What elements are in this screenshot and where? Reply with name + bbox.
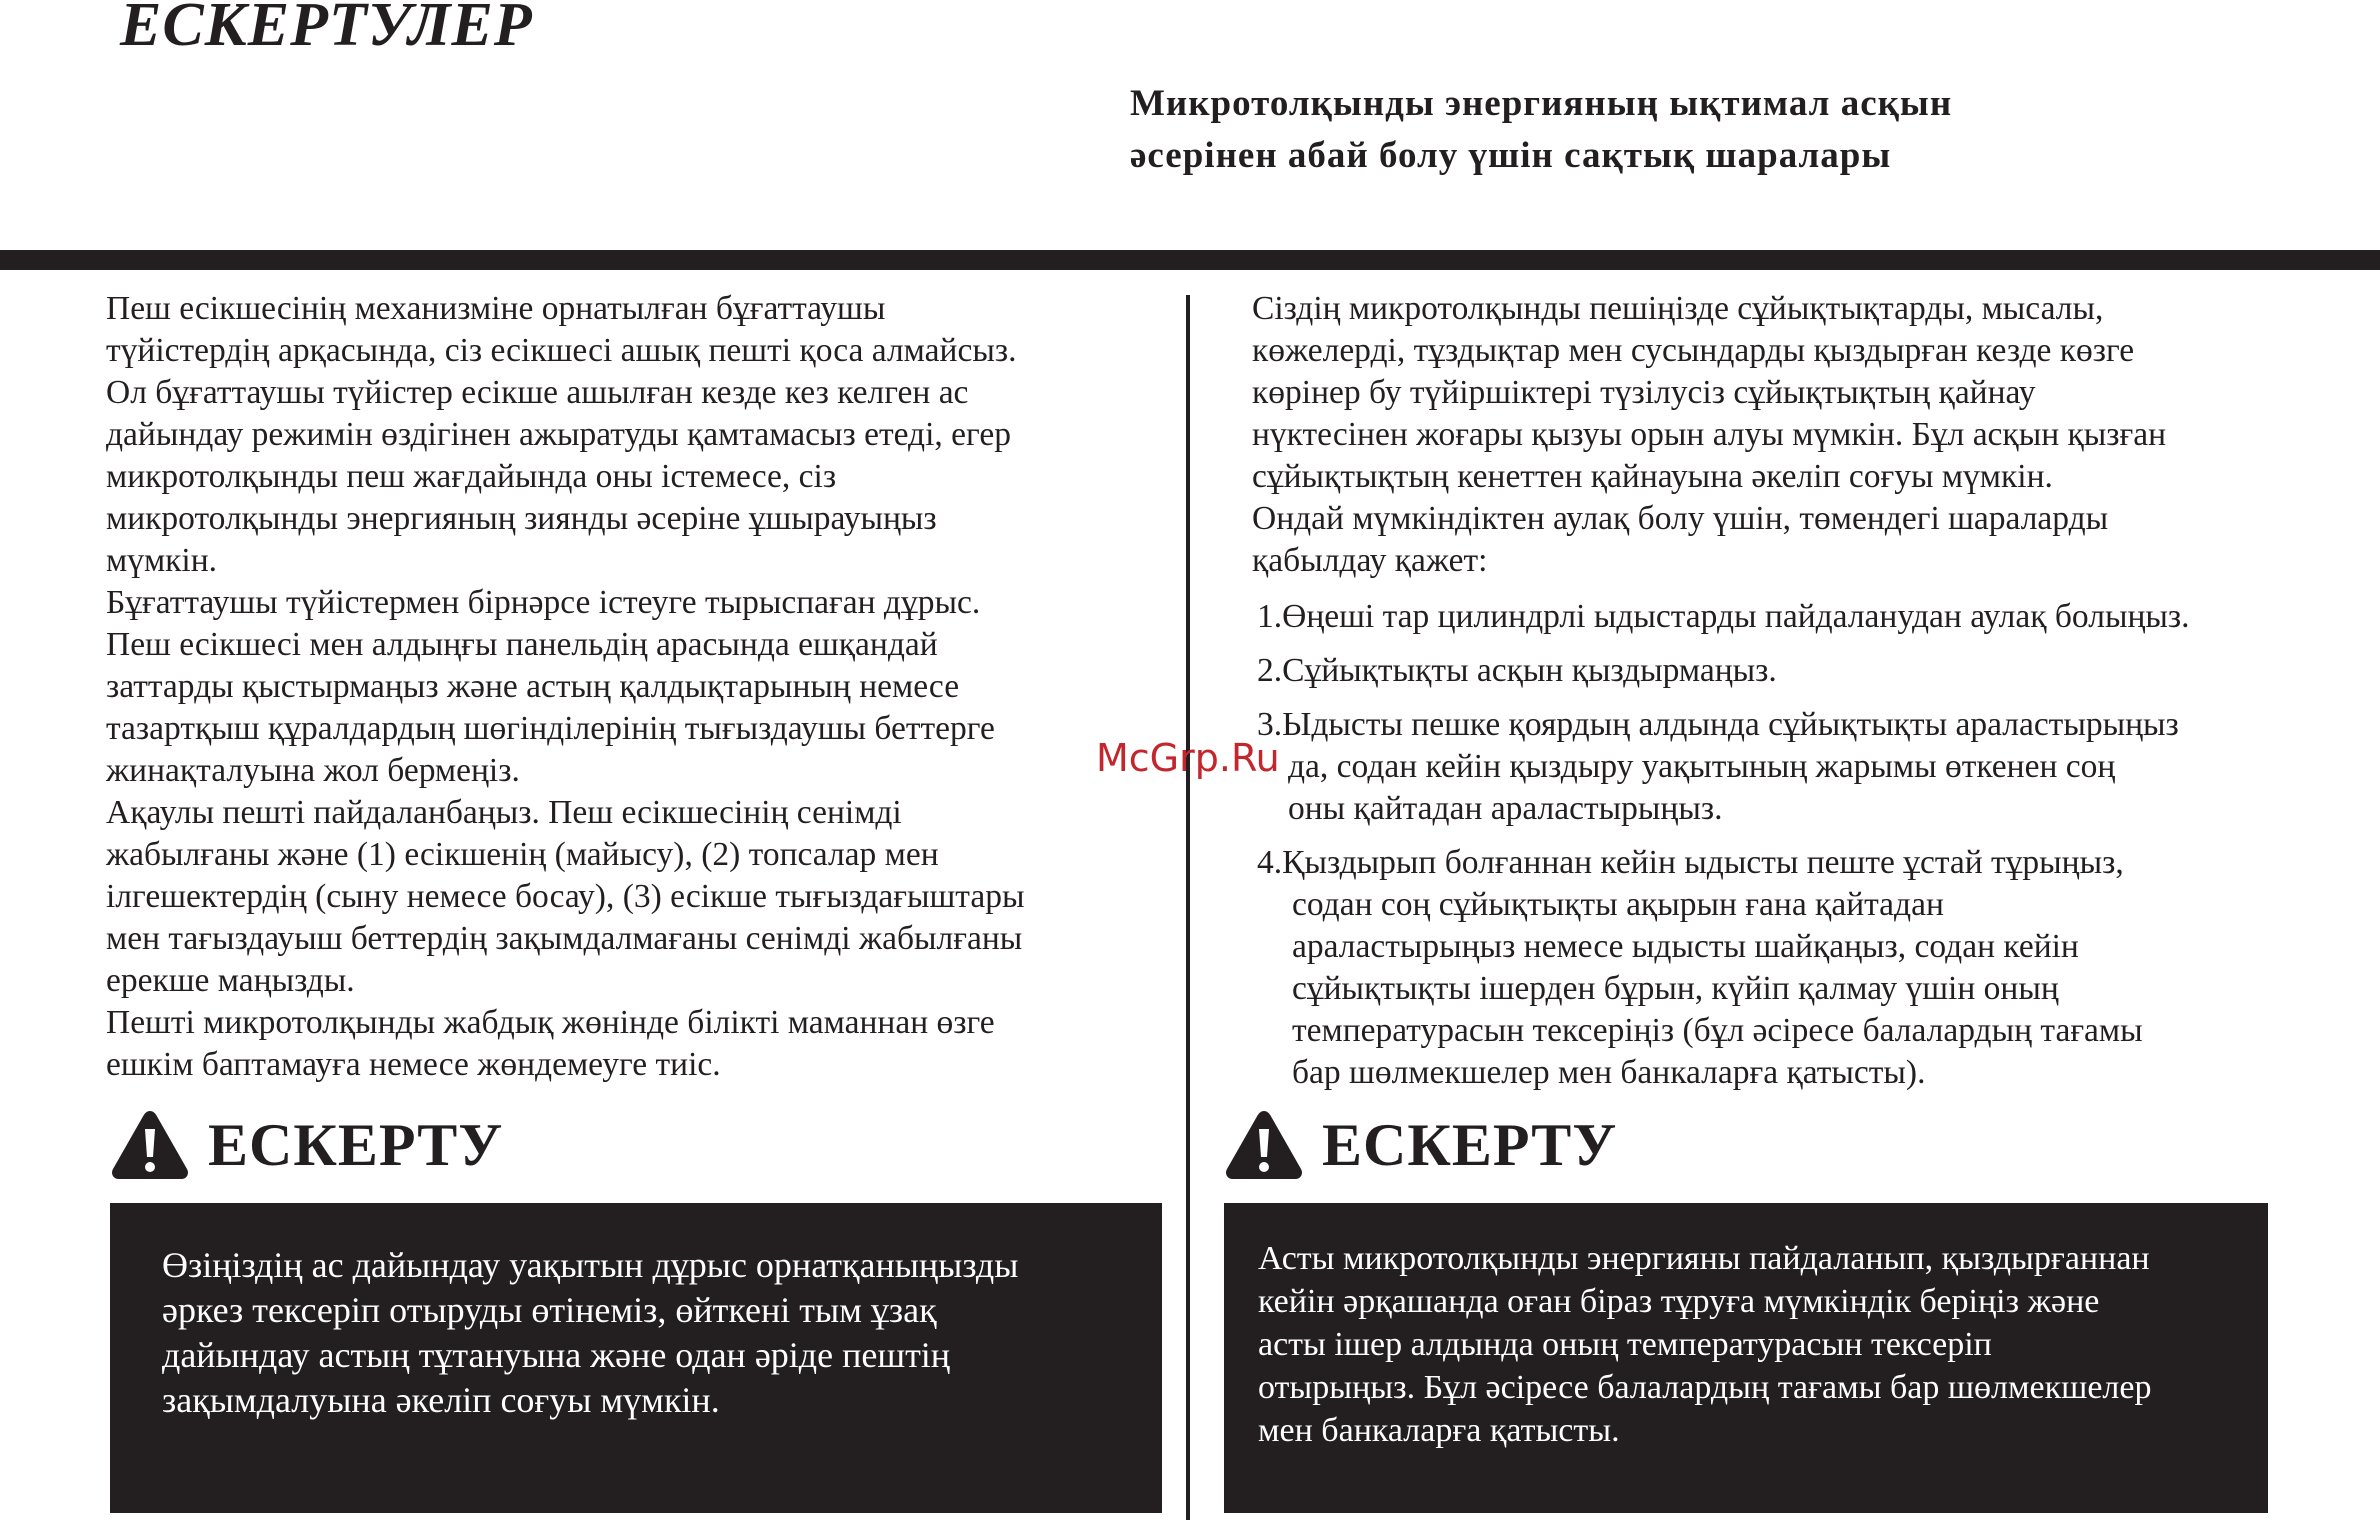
warning-line: әркез тексеріп отыруды өтінеміз, өйткені тым ұзақ: [162, 1290, 937, 1330]
warning-line: кейін әрқашанда оған біраз тұруға мүмкіндік беріңіз және: [1258, 1283, 2100, 1320]
text-line: нүктесінен жоғары қызуы орын алуы мүмкін. Бұл асқын қызған: [1252, 416, 2167, 453]
warning-triangle-icon: [1224, 1109, 1304, 1181]
text-line: мүмкін.: [106, 542, 218, 579]
subtitle-line: әсерінен абай болу үшін сақтық шаралары: [1130, 135, 1892, 176]
warning-triangle-icon: [110, 1109, 190, 1181]
list-line: 1.Өңеші тар цилиндрлі ыдыстарды пайдаланудан аулақ болыңыз.: [1257, 598, 2190, 635]
list-line: температурасын тексеріңіз (бұл әсіресе балалардың тағамы: [1292, 1012, 2143, 1049]
warning-title: ЕСКЕРТУ: [1322, 1111, 1618, 1178]
list-line: оны қайтадан араластырыңыз.: [1288, 790, 1723, 827]
text-line: Сіздің микротолқынды пешіңізде сұйықтықтарды, мысалы,: [1252, 290, 2104, 327]
warning-line: Асты микротолқынды энергияны пайдаланып, қыздырғаннан: [1258, 1240, 2150, 1277]
text-line: Пеш есікшесі мен алдыңғы панельдің арасында ешқандай: [106, 626, 938, 663]
warning-line: дайындау астың тұтануына және одан әріде пештің: [162, 1335, 951, 1375]
text-line: жинақталуына жол бермеңіз.: [106, 752, 520, 789]
text-line: заттарды қыстырмаңыз және астың қалдықтарының немесе: [106, 668, 960, 705]
list-line: сұйықтықты ішерден бұрын, күйіп қалмау үшін оның: [1292, 970, 2059, 1007]
warning-line: отырыңыз. Бұл әсіресе балалардың тағамы бар шөлмекшелер: [1258, 1369, 2152, 1406]
text-line: Ақаулы пешті пайдаланбаңыз. Пеш есікшесінің сенімді: [106, 794, 902, 831]
column-divider: [1186, 295, 1190, 1520]
text-line: Ол бұғаттаушы түйістер есікше ашылған кезде кез келген ас: [106, 374, 969, 411]
warning-heading-right: [1224, 1102, 1617, 1188]
text-line: қабылдау қажет:: [1252, 542, 1488, 579]
text-line: тазартқыш құралдардың шөгінділерінің тығыздаушы беттерге: [106, 710, 995, 747]
page-subtitle: [1130, 78, 2310, 182]
warning-title: ЕСКЕРТУ: [208, 1111, 504, 1178]
list-line: бар шөлмекшелер мен банкаларға қатысты).: [1292, 1054, 1926, 1091]
list-line: да, содан кейін қыздыру уақытының жарымы өткенен соң: [1288, 748, 2116, 785]
text-line: Ондай мүмкіндіктен аулақ болу үшін, төмендегі шараларды: [1252, 500, 2109, 537]
list-line: араластырыңыз немесе ыдысты шайқаңыз, содан кейін: [1292, 928, 2079, 965]
watermark: McGrp.Ru: [1096, 736, 1280, 780]
text-line: Бұғаттаушы түйістермен бірнәрсе істеуге тырыспаған дұрыс.: [106, 584, 981, 621]
text-line: көрінер бу түйіршіктері түзілусіз сұйықтықтың қайнау: [1252, 374, 2036, 411]
text-line: мен тағыздауыш беттердің зақымдалмағаны сенімді жабылғаны: [106, 920, 1023, 957]
left-column: [106, 288, 1181, 1086]
text-line: жабылғаны және (1) есікшенің (майысу), (2) топсалар мен: [106, 836, 939, 873]
warning-heading-left: [110, 1102, 503, 1188]
text-line: түйістердің арқасында, сіз есікшесі ашық пешті қоса алмайсыз.: [106, 332, 1017, 369]
text-line: дайындау режимін өздігінен ажыратуды қамтамасыз етеді, егер: [106, 416, 1011, 453]
list-item: [1252, 842, 2362, 1094]
warning-box-left: [110, 1203, 1162, 1513]
header-rule: [0, 250, 2380, 270]
text-line: Пеш есікшесінің механизміне орнатылған бұғаттаушы: [106, 290, 886, 327]
list-item: [1252, 650, 2362, 692]
text-line: Пешті микротолқынды жабдық жөнінде білікті маманнан өзге: [106, 1004, 995, 1041]
warning-box-right: [1224, 1203, 2268, 1513]
text-line: ешкім баптамауға немесе жөндемеуге тиіс.: [106, 1046, 721, 1083]
warning-line: мен банкаларға қатысты.: [1258, 1412, 1620, 1449]
text-line: ілгешектердің (сыну немесе босау), (3) есікше тығыздағыштары: [106, 878, 1025, 915]
list-line: содан соң сұйықтықты ақырын ғана қайтадан: [1292, 886, 1944, 923]
text-line: сұйықтықтың кенеттен қайнауына әкеліп соғуы мүмкін.: [1252, 458, 2053, 495]
right-column: [1252, 288, 2362, 1094]
warning-line: Өзіңіздің ас дайындау уақытын дұрыс орнатқаныңызды: [162, 1245, 1019, 1285]
page-title: ЕСКЕРТУЛЕР: [120, 0, 533, 59]
text-line: микротолқынды пеш жағдайында оны істемесе, сіз: [106, 458, 837, 495]
list-line: 3.Ыдысты пешке қоярдың алдында сұйықтықты араластырыңыз: [1257, 706, 2179, 743]
list-line: 2.Сұйықтықты асқын қыздырмаңыз.: [1257, 652, 1777, 689]
text-line: көжелерді, тұздықтар мен сусындарды қыздырған кезде көзге: [1252, 332, 2135, 369]
warning-line: асты ішер алдында оның температурасын тексеріп: [1258, 1326, 1992, 1363]
text-line: ерекше маңызды.: [106, 962, 355, 999]
warning-line: зақымдалуына әкеліп соғуы мүмкін.: [162, 1380, 720, 1420]
list-line: 4.Қыздырып болғаннан кейін ыдысты пеште ұстай тұрыңыз,: [1257, 844, 2124, 881]
list-item: [1252, 704, 2362, 830]
text-line: микротолқынды энергияның зиянды әсеріне ұшырауыңыз: [106, 500, 937, 537]
subtitle-line: Микротолқынды энергияның ықтимал асқын: [1130, 83, 1953, 124]
list-item: [1252, 596, 2362, 638]
